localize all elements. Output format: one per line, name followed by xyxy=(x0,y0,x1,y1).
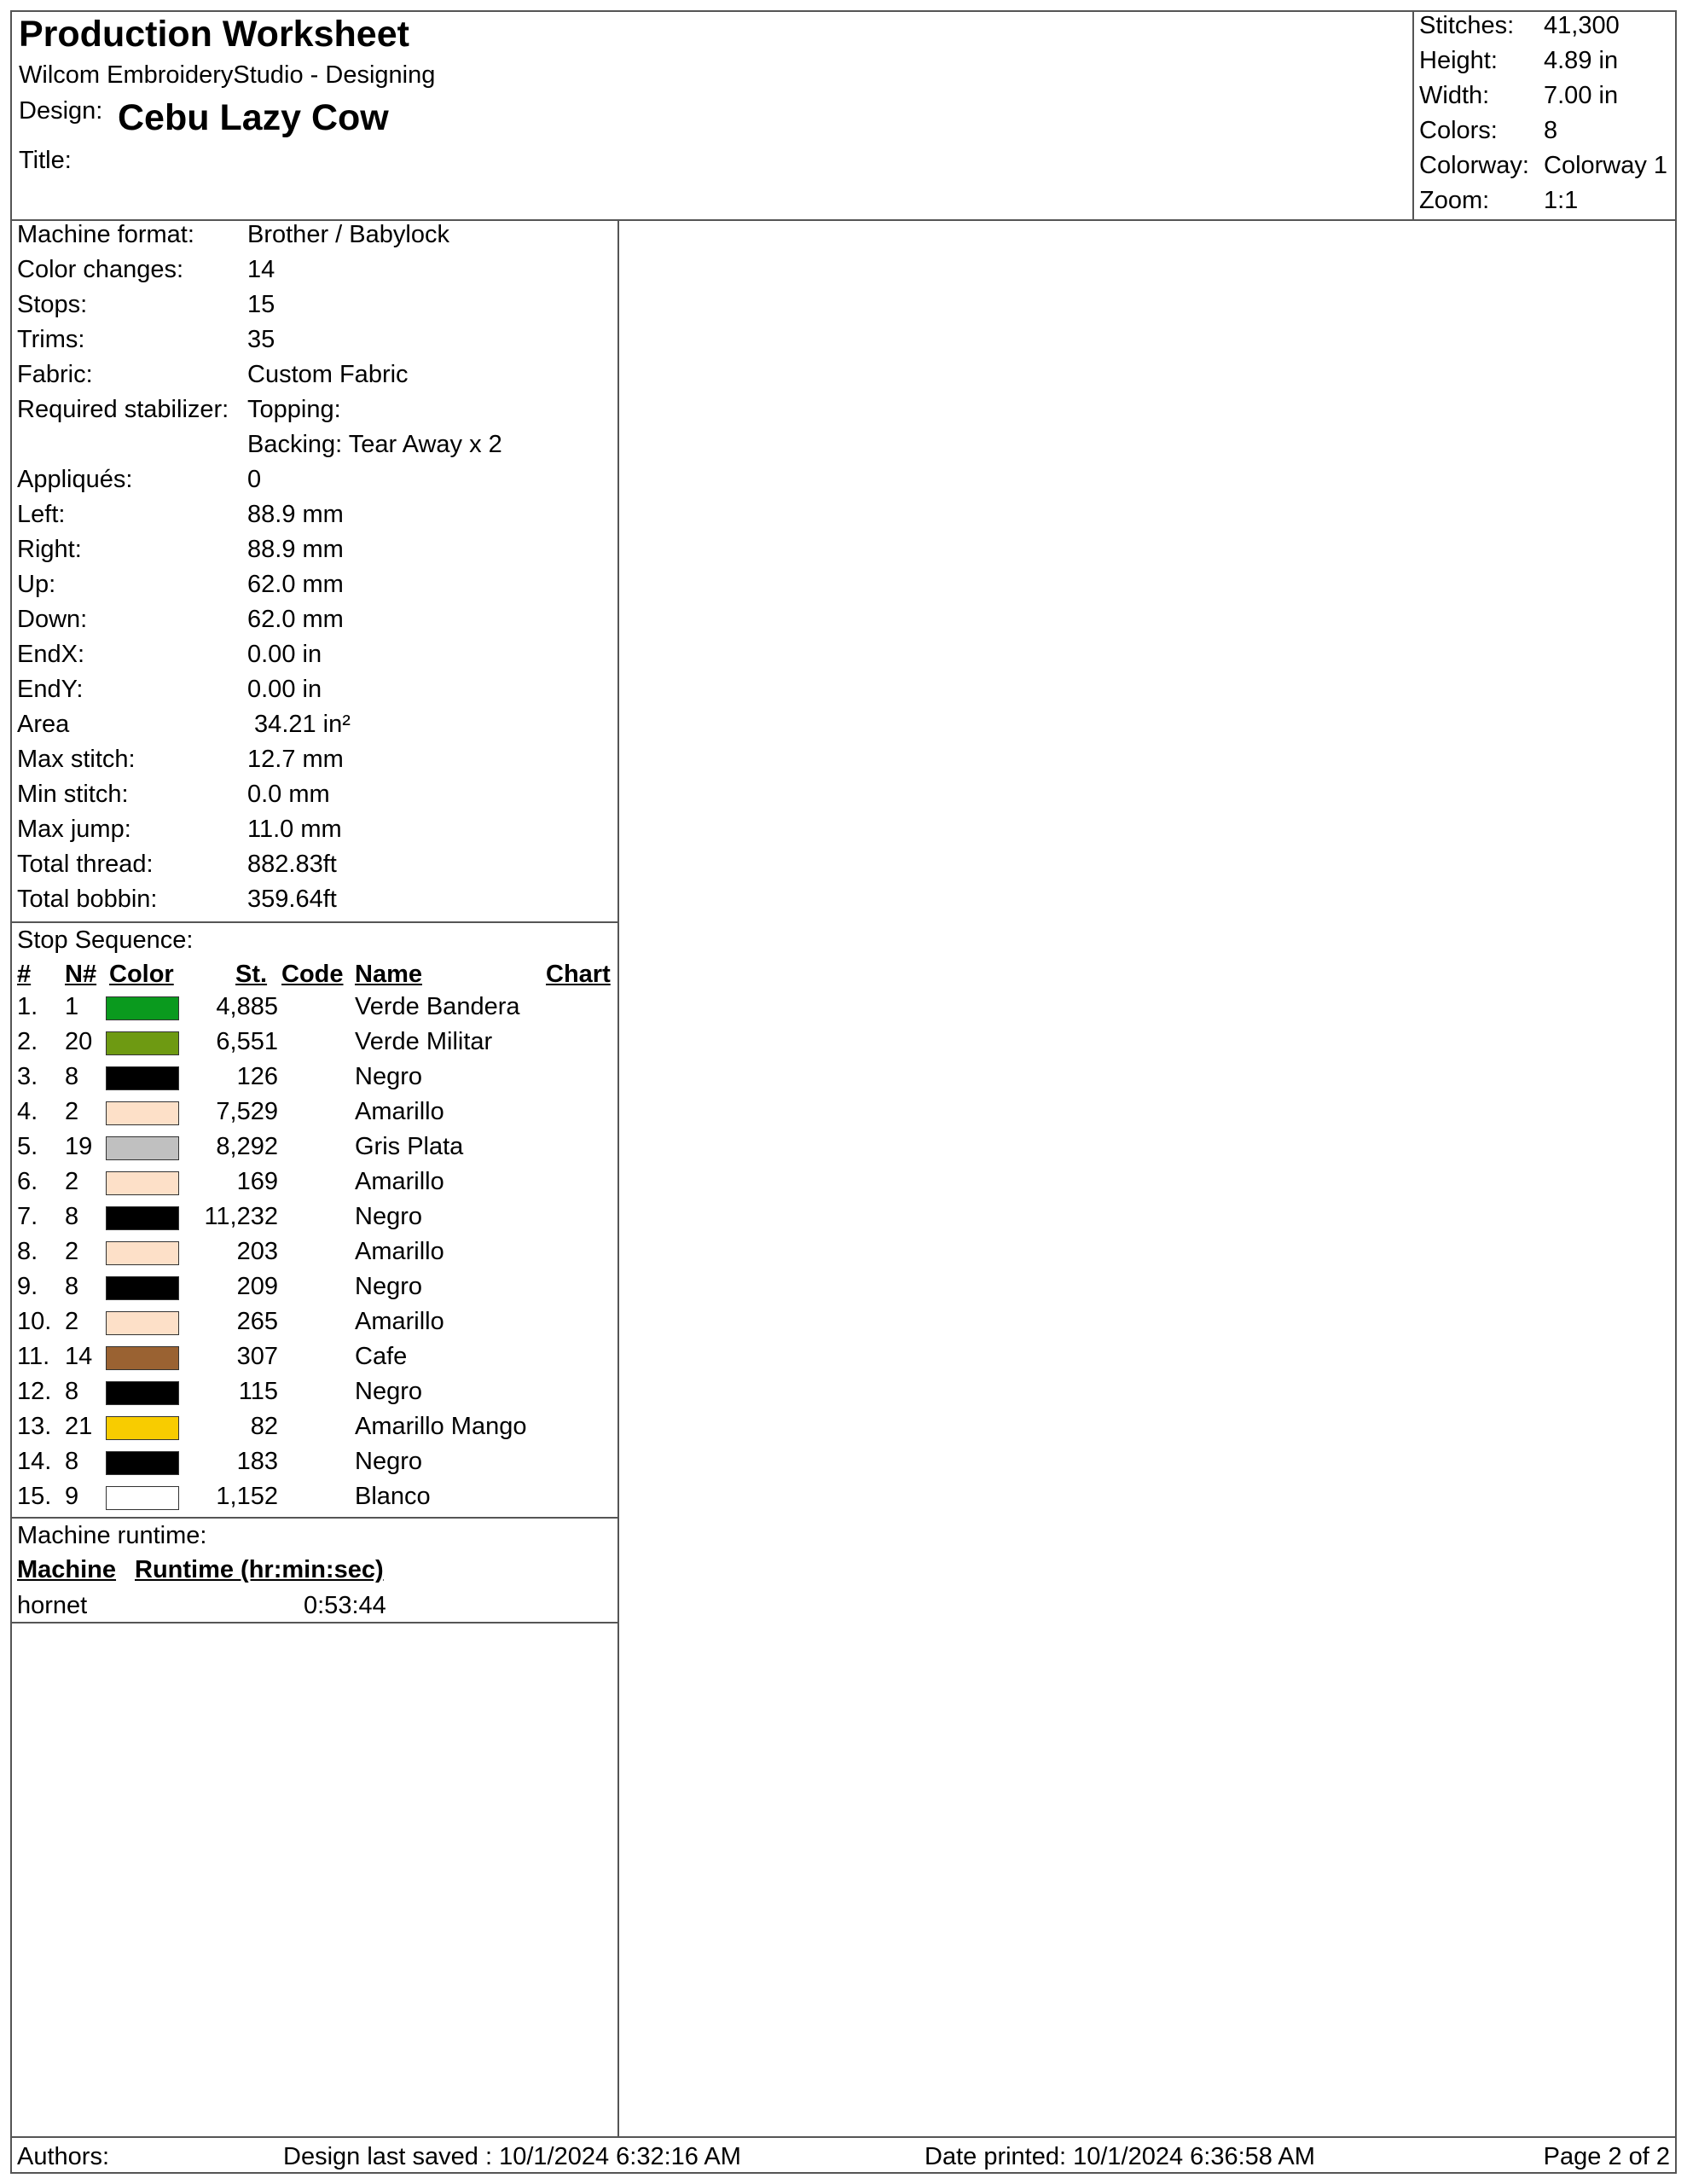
color-swatch xyxy=(106,1066,179,1090)
needle-number: 8 xyxy=(65,1378,79,1405)
color-swatch xyxy=(106,1241,179,1265)
row-number: 15. xyxy=(17,1483,52,1510)
needle-number: 14 xyxy=(65,1343,93,1370)
property-value: 0.00 in xyxy=(247,676,322,703)
col-header-stitches: St. xyxy=(235,961,268,988)
table-row xyxy=(12,1378,617,1413)
footer-last-saved: Design last saved : 10/1/2024 6:32:16 AM xyxy=(283,2143,741,2170)
stat-label: Stitches: xyxy=(1419,12,1515,39)
needle-number: 21 xyxy=(65,1413,93,1440)
property-value: 359.64ft xyxy=(247,886,337,913)
color-swatch xyxy=(106,1451,179,1475)
property-value: 62.0 mm xyxy=(247,571,344,598)
row-number: 5. xyxy=(17,1133,38,1160)
stat-label: Height: xyxy=(1419,47,1498,74)
thread-name: Verde Militar xyxy=(355,1028,493,1055)
page-footer xyxy=(12,2136,1675,2174)
row-number: 7. xyxy=(17,1203,38,1230)
property-label: EndY: xyxy=(17,676,84,703)
stitch-count: 8,292 xyxy=(216,1133,278,1160)
row-number: 6. xyxy=(17,1168,38,1195)
stitch-count: 126 xyxy=(236,1063,278,1090)
needle-number: 2 xyxy=(65,1168,79,1195)
color-swatch xyxy=(106,1486,179,1510)
property-label: Appliqués: xyxy=(17,466,133,493)
thread-name: Amarillo xyxy=(355,1098,444,1125)
property-value: 0.0 mm xyxy=(247,781,330,808)
row-number: 9. xyxy=(17,1273,38,1300)
thread-name: Negro xyxy=(355,1273,422,1300)
table-row xyxy=(12,1028,617,1063)
row-number: 2. xyxy=(17,1028,38,1055)
property-label: Fabric: xyxy=(17,361,93,388)
property-label: Down: xyxy=(17,606,88,633)
property-label: Left: xyxy=(17,501,66,528)
stitch-count: 6,551 xyxy=(216,1028,278,1055)
property-label: Right: xyxy=(17,536,82,563)
table-row xyxy=(12,1098,617,1133)
needle-number: 8 xyxy=(65,1448,79,1475)
thread-name: Verde Bandera xyxy=(355,993,520,1020)
thread-name: Negro xyxy=(355,1448,422,1475)
worksheet-page xyxy=(10,10,1677,2174)
property-label: Area xyxy=(17,711,70,738)
property-value: 882.83ft xyxy=(247,851,337,878)
property-value: 88.9 mm xyxy=(247,501,344,528)
stat-zoom xyxy=(1414,187,1677,222)
stat-value: 4.89 in xyxy=(1544,47,1619,74)
thread-name: Negro xyxy=(355,1063,422,1090)
stat-value: 41,300 xyxy=(1544,12,1620,39)
property-value: 62.0 mm xyxy=(247,606,344,633)
table-row xyxy=(12,1273,617,1308)
color-swatch xyxy=(106,1031,179,1055)
col-header-machine: Machine xyxy=(17,1556,117,1583)
thread-name: Amarillo xyxy=(355,1238,444,1265)
property-value: 88.9 mm xyxy=(247,536,344,563)
stitch-count: 265 xyxy=(236,1308,278,1335)
stat-height xyxy=(1414,47,1677,82)
col-header-chart: Chart xyxy=(546,961,611,988)
property-label: Max jump: xyxy=(17,816,131,843)
col-header-code: Code xyxy=(281,961,344,988)
col-header-number: # xyxy=(17,961,32,988)
stat-value: 8 xyxy=(1544,117,1558,144)
property-value: 11.0 mm xyxy=(247,816,342,843)
property-value: 0 xyxy=(247,466,262,493)
table-row xyxy=(12,1203,617,1238)
runtime-value: 0:53:44 xyxy=(304,1592,386,1619)
needle-number: 2 xyxy=(65,1308,79,1335)
property-value: 12.7 mm xyxy=(247,746,344,773)
table-row xyxy=(12,1413,617,1448)
table-row xyxy=(12,1343,617,1378)
footer-authors: Authors: xyxy=(17,2143,109,2170)
property-label: Color changes: xyxy=(17,256,184,283)
needle-number: 2 xyxy=(65,1238,79,1265)
row-number: 14. xyxy=(17,1448,52,1475)
property-value: Custom Fabric xyxy=(247,361,409,388)
col-header-needle: N# xyxy=(65,961,97,988)
thread-name: Amarillo xyxy=(355,1168,444,1195)
table-row xyxy=(12,1483,617,1518)
color-swatch xyxy=(106,1346,179,1370)
machine-properties xyxy=(12,219,617,923)
design-name: Cebu Lazy Cow xyxy=(118,97,389,138)
thread-name: Amarillo Mango xyxy=(355,1413,527,1440)
app-subtitle: Wilcom EmbroideryStudio - Designing xyxy=(19,61,436,89)
stitch-count: 4,885 xyxy=(216,993,278,1020)
stitch-count: 7,529 xyxy=(216,1098,278,1125)
table-row xyxy=(12,1448,617,1483)
table-row xyxy=(12,1168,617,1203)
row-number: 10. xyxy=(17,1308,52,1335)
stat-stitches xyxy=(1414,12,1677,47)
runtime-machine: hornet xyxy=(17,1592,88,1619)
stat-value: Colorway 1 xyxy=(1544,152,1668,179)
needle-number: 19 xyxy=(65,1133,93,1160)
table-row xyxy=(12,1238,617,1273)
property-value: 35 xyxy=(247,326,275,353)
property-value: 14 xyxy=(247,256,275,283)
property-value: 15 xyxy=(247,291,275,318)
stat-label: Colorway: xyxy=(1419,152,1529,179)
stat-width xyxy=(1414,82,1677,117)
thread-name: Blanco xyxy=(355,1483,431,1510)
property-label: Required stabilizer: xyxy=(17,396,229,423)
title-label: Title: xyxy=(19,147,72,174)
stitch-count: 209 xyxy=(236,1273,278,1300)
color-swatch xyxy=(106,1171,179,1195)
details-column xyxy=(12,219,619,2136)
machine-runtime-section xyxy=(12,1519,617,1623)
stat-value: 7.00 in xyxy=(1544,82,1619,109)
thread-name: Amarillo xyxy=(355,1308,444,1335)
property-label: Machine format: xyxy=(17,221,194,248)
table-row xyxy=(12,1133,617,1168)
property-value: 34.21 in² xyxy=(247,711,351,738)
property-value: Brother / Babylock xyxy=(247,221,449,248)
col-header-color: Color xyxy=(109,961,174,988)
row-number: 4. xyxy=(17,1098,38,1125)
property-label: Total bobbin: xyxy=(17,886,158,913)
needle-number: 20 xyxy=(65,1028,93,1055)
stat-label: Width: xyxy=(1419,82,1490,109)
design-label: Design: xyxy=(19,97,103,125)
stitch-count: 115 xyxy=(238,1378,278,1405)
footer-page-number: Page 2 of 2 xyxy=(1543,2143,1670,2170)
stat-colors xyxy=(1414,117,1677,152)
color-swatch xyxy=(106,1311,179,1335)
row-number: 8. xyxy=(17,1238,38,1265)
stop-sequence-heading: Stop Sequence: xyxy=(17,926,194,954)
row-number: 11. xyxy=(17,1343,50,1370)
property-label: Min stitch: xyxy=(17,781,129,808)
thread-name: Negro xyxy=(355,1203,422,1230)
stitch-count: 1,152 xyxy=(216,1483,278,1510)
property-label: Up: xyxy=(17,571,56,598)
color-swatch xyxy=(106,1276,179,1300)
row-number: 1. xyxy=(17,993,38,1020)
row-number: 12. xyxy=(17,1378,52,1405)
stat-label: Colors: xyxy=(1419,117,1498,144)
property-label: Max stitch: xyxy=(17,746,136,773)
stat-colorway xyxy=(1414,152,1677,187)
design-stats xyxy=(1412,12,1675,219)
stitch-count: 183 xyxy=(236,1448,278,1475)
col-header-runtime: Runtime (hr:min:sec) xyxy=(135,1556,384,1583)
needle-number: 8 xyxy=(65,1063,79,1090)
col-header-name: Name xyxy=(355,961,422,988)
row-number: 3. xyxy=(17,1063,38,1090)
property-label: Total thread: xyxy=(17,851,154,878)
stop-sequence-section xyxy=(12,923,617,1519)
worksheet-header xyxy=(12,12,1675,221)
color-swatch xyxy=(106,1206,179,1230)
needle-number: 2 xyxy=(65,1098,79,1125)
stitch-count: 82 xyxy=(250,1413,278,1440)
stitch-count: 307 xyxy=(236,1343,278,1370)
thread-name: Cafe xyxy=(355,1343,408,1370)
stat-label: Zoom: xyxy=(1419,187,1490,214)
runtime-heading: Machine runtime: xyxy=(17,1522,207,1549)
page-title: Production Worksheet xyxy=(19,14,409,55)
stitch-count: 203 xyxy=(236,1238,278,1265)
property-value-secondary: Backing: Tear Away x 2 xyxy=(247,431,502,458)
stitch-count: 169 xyxy=(236,1168,278,1195)
color-swatch xyxy=(106,996,179,1020)
footer-date-printed: Date printed: 10/1/2024 6:36:58 AM xyxy=(925,2143,1315,2170)
property-value: Topping: xyxy=(247,396,341,423)
thread-name: Gris Plata xyxy=(355,1133,464,1160)
color-swatch xyxy=(106,1416,179,1440)
needle-number: 9 xyxy=(65,1483,79,1510)
needle-number: 1 xyxy=(65,993,79,1020)
table-row xyxy=(12,1308,617,1343)
property-label: Trims: xyxy=(17,326,85,353)
stitch-count: 11,232 xyxy=(204,1203,278,1230)
stat-value: 1:1 xyxy=(1544,187,1579,214)
thread-name: Negro xyxy=(355,1378,422,1405)
color-swatch xyxy=(106,1381,179,1405)
table-row xyxy=(12,993,617,1028)
row-number: 13. xyxy=(17,1413,52,1440)
color-swatch xyxy=(106,1101,179,1125)
table-row xyxy=(12,1063,617,1098)
property-label: EndX: xyxy=(17,641,84,668)
property-value: 0.00 in xyxy=(247,641,322,668)
needle-number: 8 xyxy=(65,1203,79,1230)
needle-number: 8 xyxy=(65,1273,79,1300)
property-label: Stops: xyxy=(17,291,88,318)
color-swatch xyxy=(106,1136,179,1160)
